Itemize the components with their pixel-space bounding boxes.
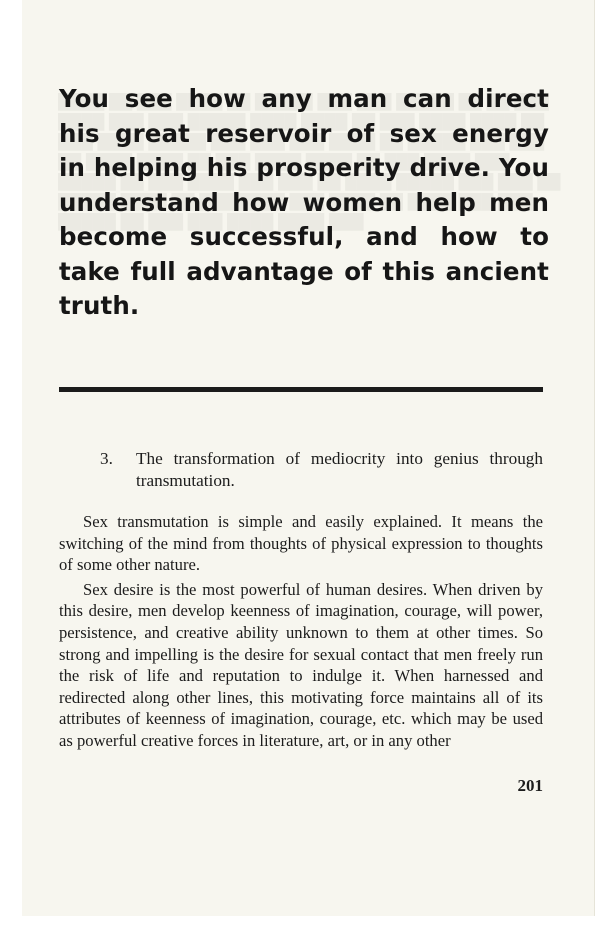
page-number: 201: [517, 776, 543, 795]
list-item-number: 3.: [100, 449, 113, 468]
list-item-text: The transformation of mediocrity into genius through transmutation.: [136, 449, 543, 490]
paragraph: Sex transmutation is simple and easily explained. It means the switching of the mind from thoughts of physical expression to thoughts of some other nature.: [59, 512, 543, 575]
paragraph: Sex desire is the most powerful of human desires. When driven by this desire, men develop keenness of imagination, courage, will power, persistence, and creative ability unknown to them at other times. So strong and impelling is the desire for sexual contact that men freely run the risk of life and reputation to indulge it. When harnessed and redirected along other lines, this motivating force maintains all of its attributes of keenness of imagination, courage, etc. which may be used as powerful creative forces in literature, art, or in any other: [59, 579, 543, 750]
callout-headline: You see how any man can direct his great reservoir of sex energy in helping his prosperity drive. You understand how women help men become successful, and how to take full advantage of this ancient truth.: [59, 84, 549, 320]
book-page: [22, 0, 595, 916]
section-divider: [59, 387, 543, 392]
numbered-list-item: [100, 448, 543, 492]
body-text: [59, 511, 543, 755]
